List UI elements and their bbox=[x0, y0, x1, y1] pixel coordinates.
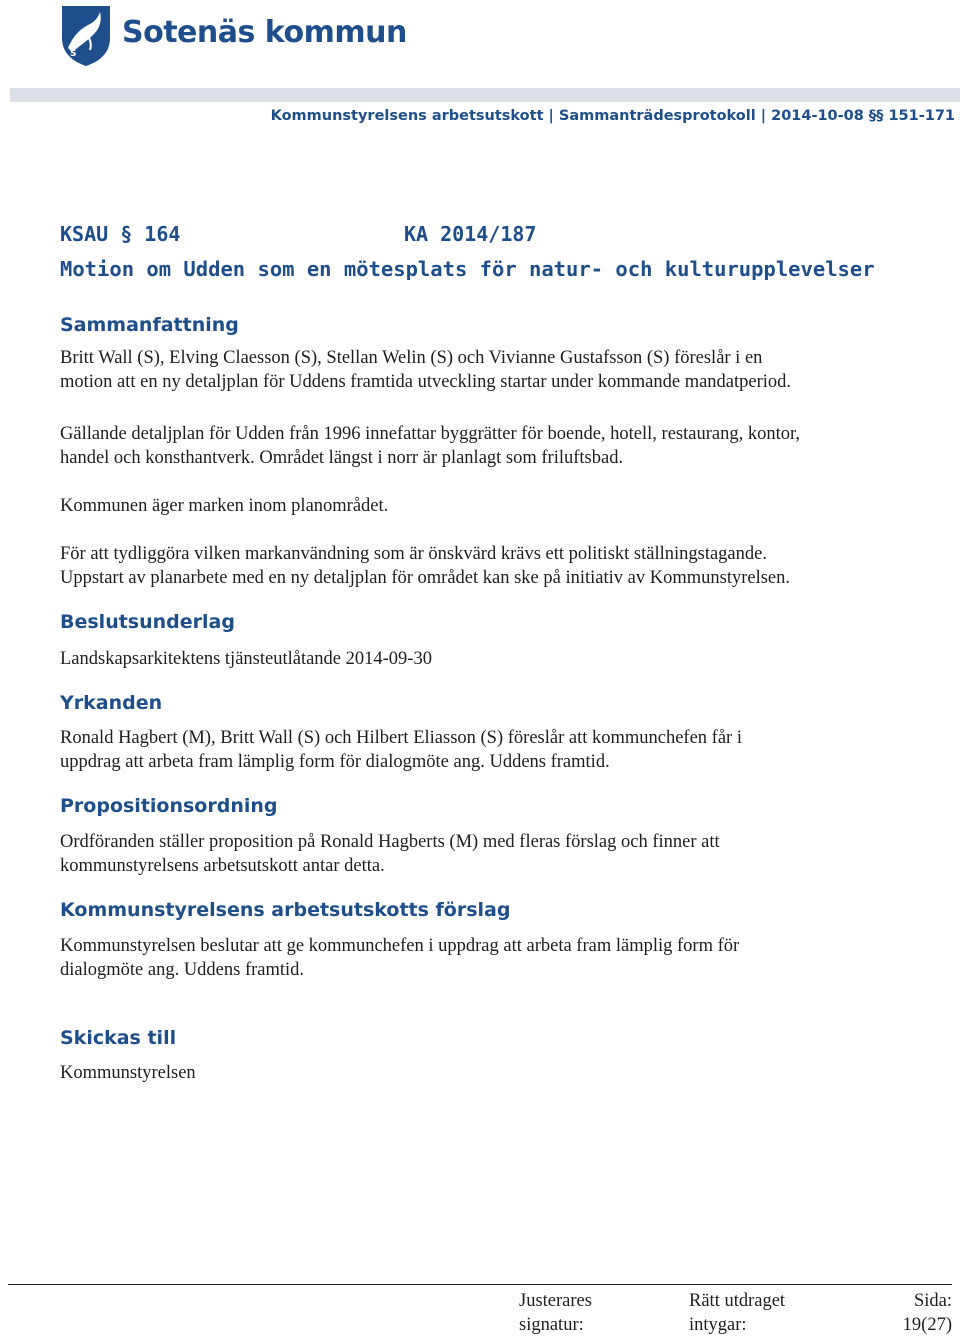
proposal-line: dialogmöte ang. Uddens framtid. bbox=[60, 960, 305, 980]
footer-intygar: intygar: bbox=[689, 1315, 747, 1335]
basis-text: Landskapsarkitektens tjänsteutlåtande 2014-09-30 bbox=[60, 649, 432, 669]
coat-of-arms-icon bbox=[60, 4, 112, 68]
summary-heading: Sammanfattning bbox=[60, 314, 239, 336]
summary-line: motion att en ny detaljplan för Uddens framtida utveckling startar under kommande mandatperiod. bbox=[60, 372, 792, 392]
motions-line: Ronald Hagbert (M), Britt Wall (S) och Hilbert Eliasson (S) föreslår att kommunchefen får i bbox=[60, 728, 742, 748]
summary-line: Kommunen äger marken inom planområdet. bbox=[60, 496, 389, 516]
basis-heading: Beslutsunderlag bbox=[60, 611, 235, 633]
summary-line: handel och konsthantverk. Området längst i norr är planlagt som friluftsbad. bbox=[60, 448, 624, 468]
footer-rule bbox=[8, 1284, 952, 1285]
summary-line: Gällande detaljplan för Udden från 1996 innefattar byggrätter för boende, hotell, restaurang, kontor, bbox=[60, 424, 801, 444]
send-text: Kommunstyrelsen bbox=[60, 1063, 196, 1083]
footer-justerares: Justerares bbox=[519, 1291, 592, 1311]
summary-line: Uppstart av planarbete med en ny detaljplan för området kan ske på initiativ av Kommunstyrelsen. bbox=[60, 568, 791, 588]
motions-heading: Yrkanden bbox=[60, 692, 163, 714]
svg-text:S: S bbox=[70, 49, 77, 59]
case-number: KA 2014/187 bbox=[404, 222, 537, 246]
proposal-heading: Kommunstyrelsens arbetsutskotts förslag bbox=[60, 899, 511, 921]
footer-sida-label: Sida: bbox=[913, 1291, 952, 1311]
section-id: KSAU § 164 bbox=[60, 222, 181, 246]
running-header: Kommunstyrelsens arbetsutskott | Sammanträdesprotokoll | 2014-10-08 §§ 151-171 bbox=[270, 108, 955, 124]
case-title: Motion om Udden som en mötesplats för natur- och kulturupplevelser bbox=[60, 257, 875, 281]
footer-page-number: 19(27) bbox=[902, 1315, 952, 1335]
summary-line: För att tydliggöra vilken markanvändning som är önskvärd krävs ett politiskt ställningstagande. bbox=[60, 544, 767, 564]
header-rule bbox=[10, 88, 960, 102]
footer-ratt-utdraget: Rätt utdraget bbox=[689, 1291, 786, 1311]
proposition-line: kommunstyrelsens arbetsutskott antar detta. bbox=[60, 856, 385, 876]
footer-signatur: signatur: bbox=[519, 1315, 584, 1335]
proposition-heading: Propositionsordning bbox=[60, 795, 278, 817]
motions-line: uppdrag att arbeta fram lämplig form för dialogmöte ang. Uddens framtid. bbox=[60, 752, 610, 772]
logo-text: Sotenäs kommun bbox=[122, 14, 407, 50]
proposition-line: Ordföranden ställer proposition på Ronald Hagberts (M) med fleras förslag och finner att bbox=[60, 832, 720, 852]
send-heading: Skickas till bbox=[60, 1027, 177, 1049]
municipality-logo bbox=[60, 4, 407, 68]
proposal-line: Kommunstyrelsen beslutar att ge kommunchefen i uppdrag att arbeta fram lämplig form för bbox=[60, 936, 740, 956]
summary-line: Britt Wall (S), Elving Claesson (S), Stellan Welin (S) och Vivianne Gustafsson (S) föreslår i en bbox=[60, 348, 763, 368]
